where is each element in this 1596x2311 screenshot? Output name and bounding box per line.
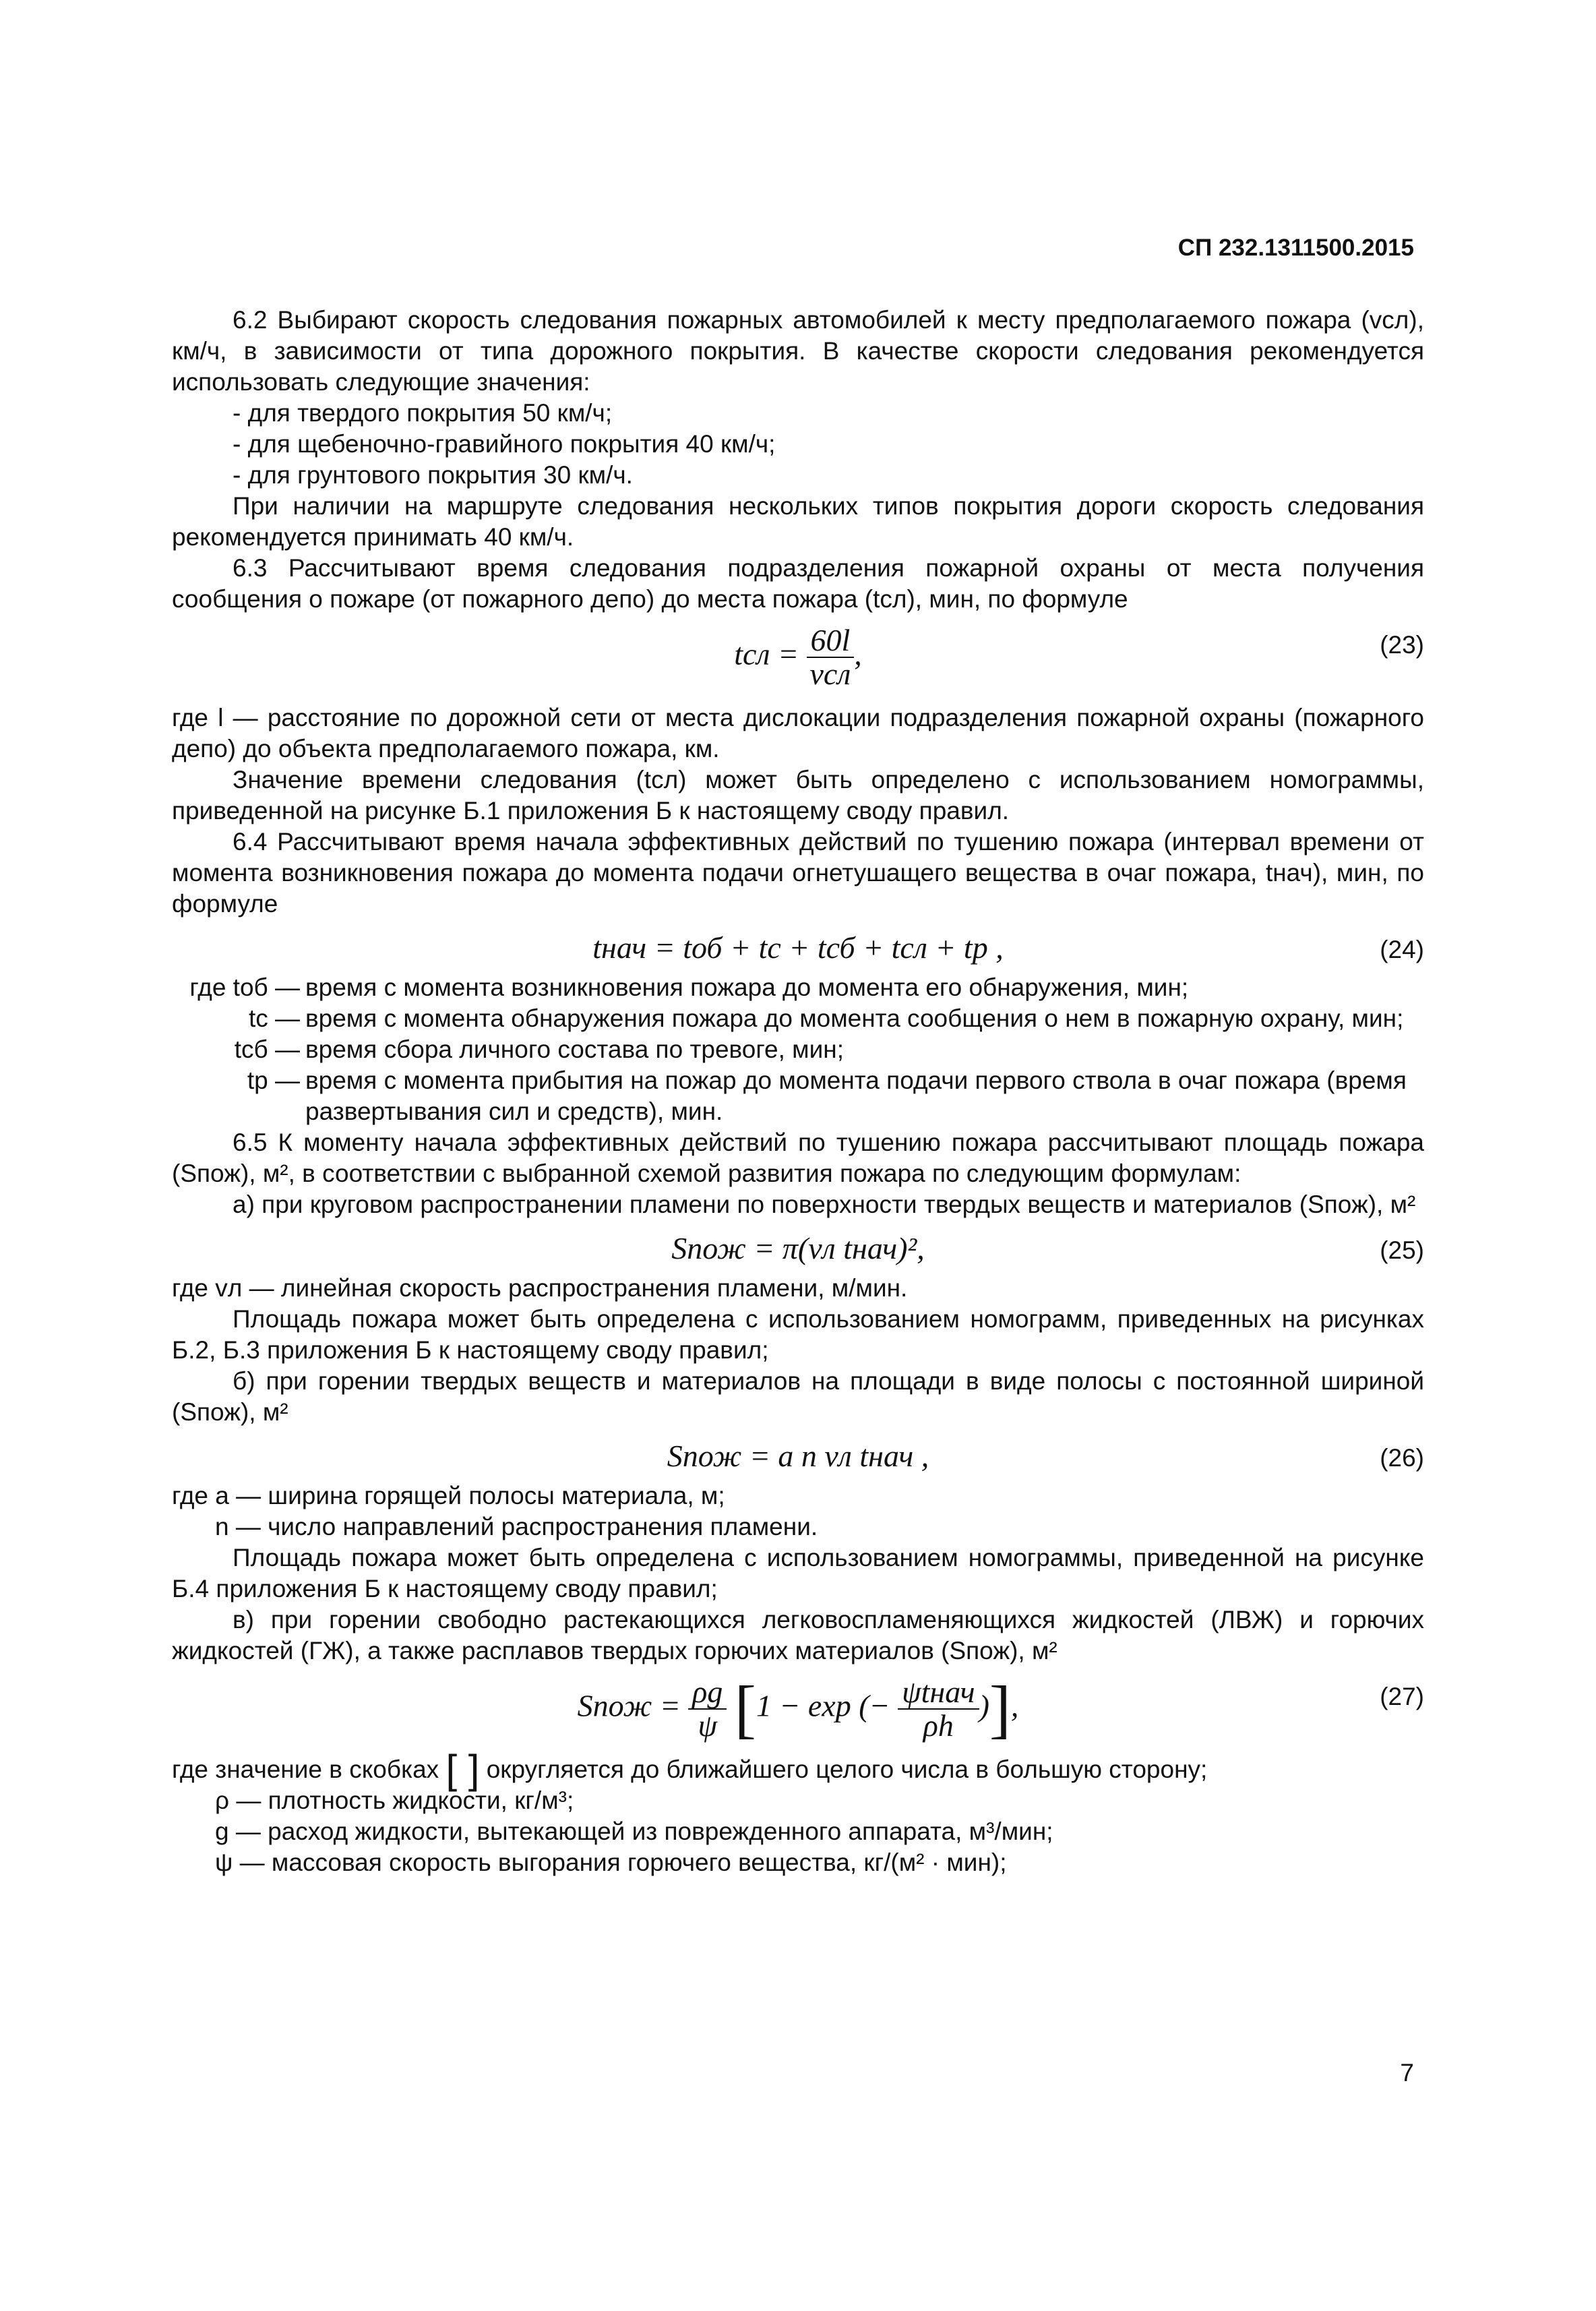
formula-27-fraction-2	[898, 1676, 979, 1742]
definition-text: время с момента прибытия на пожар до момента подачи первого ствола в очаг пожара (время развертывания сил и средств), мин.	[305, 1067, 1407, 1125]
formula-27-fraction-1-numerator: ρg	[688, 1676, 727, 1710]
formula-23-tail: ,	[854, 636, 862, 671]
definition-text: время с момента обнаружения пожара до момента сообщения о нем в пожарную охрану, мин;	[305, 1004, 1404, 1032]
formula-27-inner-tail: )	[979, 1688, 989, 1723]
list-item: - для щебеночно-гравийного покрытия 40 км/ч;	[233, 430, 776, 458]
formula-27-fraction-2-denominator: ρh	[923, 1708, 954, 1743]
para-6-5-a-note: Площадь пожара может быть определена с использованием номограмм, приведенных на рисунках Б.2, Б.3 приложения Б к настоящему своду правил;	[172, 1305, 1424, 1364]
para-6-5-a-where: где vл — линейная скорость распространения пламени, м/мин.	[172, 1274, 908, 1302]
para-6-2-note: При наличии на маршруте следования нескольких типов покрытия дороги скорость следования рекомендуется принимать 40 км/ч.	[172, 492, 1424, 551]
bracket-symbol: [ ]	[446, 1747, 480, 1792]
para-6-5-c-where-3: ψ — массовая скорость выгорания горючего вещества, кг/(м² · мин);	[215, 1849, 1007, 1876]
formula-27-fraction-2-numerator: ψtнач	[898, 1676, 979, 1710]
formula-23-number: (23)	[1380, 631, 1424, 659]
formula-27-open-bracket: [	[734, 1673, 756, 1745]
formula-24-definitions	[172, 972, 1424, 1127]
formula-25-expression: Sпож = π(vл tнач)²,	[671, 1231, 925, 1265]
where-text-end: округляется до ближайшего целого числа в большую сторону;	[486, 1755, 1208, 1783]
formula-27	[172, 1667, 1424, 1754]
definition-label: tр —	[247, 1067, 300, 1094]
list-item: - для грунтового покрытия 30 км/ч.	[233, 461, 633, 489]
formula-24-expression: tнач = tоб + tс + tсб + tсл + tр ,	[592, 930, 1004, 965]
formula-23-lhs: tсл =	[734, 636, 799, 671]
formula-26-expression: Sпож = a n vл tнач ,	[667, 1439, 929, 1473]
para-6-3-where: где l — расстояние по дорожной сети от места дислокации подразделения пожарной охраны (пожарного депо) до объекта предполагаемого пожара, км.	[172, 704, 1424, 762]
para-6-5-a: а) при круговом распространении пламени по поверхности твердых веществ и материалов (Sпож), м²	[233, 1191, 1416, 1218]
formula-27-lhs: Sпож =	[577, 1688, 681, 1723]
speed-list	[172, 398, 1424, 491]
list-item: - для твердого покрытия 50 км/ч;	[233, 399, 613, 427]
formula-23-fraction	[807, 624, 855, 690]
para-6-5-b-where-2: n — число направлений распространения пламени.	[215, 1513, 818, 1540]
para-6-5-c: в) при горении свободно растекающихся легковоспламеняющихся жидкостей (ЛВЖ) и горючих жидкостей (ГЖ), а также расплавов твердых горючих материалов (Sпож), м²	[172, 1606, 1424, 1664]
formula-23-numerator: 60l	[807, 624, 855, 658]
formula-27-number: (27)	[1380, 1683, 1424, 1710]
para-6-5-b-note: Площадь пожара может быть определена с использованием номограммы, приведенной на рисунке Б.4 приложения Б к настоящему своду правил;	[172, 1544, 1424, 1602]
formula-27-close-bracket: ]	[989, 1673, 1011, 1745]
formula-27-tail: ,	[1010, 1688, 1019, 1723]
para-6-3: 6.3 Рассчитывают время следования подразделения пожарной охраны от места получения сообщения о пожаре (от пожарного депо) до места пожара (tсл), мин, по формуле	[172, 554, 1424, 613]
definition-label: где tоб —	[189, 973, 300, 1001]
formula-25	[172, 1220, 1424, 1273]
para-6-5-c-where-2: g — расход жидкости, вытекающей из поврежденного аппарата, м³/мин;	[215, 1818, 1053, 1845]
para-6-5-c-where	[172, 1747, 1424, 1792]
formula-24	[172, 920, 1424, 972]
where-text-start: где значение в скобках	[172, 1755, 439, 1783]
formula-23-denominator: vсл	[809, 657, 851, 691]
formula-26-number: (26)	[1380, 1444, 1424, 1472]
para-6-5: 6.5 К моменту начала эффективных действий по тушению пожара рассчитывают площадь пожара (Sпож), м², в соответствии с выбранной схемой развития пожара по следующим формулам:	[172, 1129, 1424, 1187]
para-6-5-b-where-1: где a — ширина горящей полосы материала, м;	[172, 1482, 725, 1509]
para-6-3-note: Значение времени следования (tсл) может быть определено с использованием номограммы, приведенной на рисунке Б.1 приложения Б к настоящему своду правил.	[172, 766, 1424, 824]
formula-23	[172, 615, 1424, 702]
definition-text: время сбора личного состава по тревоге, мин;	[305, 1036, 845, 1063]
formula-24-number: (24)	[1380, 936, 1424, 963]
definition-label: tс —	[248, 1004, 300, 1032]
formula-27-fraction-1	[688, 1676, 727, 1742]
document-code: СП 232.1311500.2015	[1177, 235, 1414, 261]
page-number: 7	[1400, 2059, 1414, 2087]
para-6-2: 6.2 Выбирают скорость следования пожарных автомобилей к месту предполагаемого пожара (vсл), км/ч, в зависимости от типа дорожного покрытия. В качестве скорости следования рекомендуется использовать следующие значения:	[172, 306, 1424, 396]
definition-text: время с момента возникновения пожара до момента его обнаружения, мин;	[305, 973, 1189, 1001]
formula-26	[172, 1428, 1424, 1480]
para-6-5-b: б) при горении твердых веществ и материалов на площади в виде полосы с постоянной шириной (Sпож), м²	[172, 1367, 1424, 1426]
para-6-4: 6.4 Рассчитывают время начала эффективных действий по тушению пожара (интервал времени от момента возникновения пожара до момента подачи огнетушащего вещества в очаг пожара, tнач), мин, по формуле	[172, 828, 1424, 918]
formula-25-number: (25)	[1380, 1236, 1424, 1264]
document-body	[172, 305, 1424, 1878]
formula-27-inner-lead: 1 − exp (−	[756, 1688, 890, 1723]
para-6-5-c-where-1: ρ — плотность жидкости, кг/м³;	[215, 1787, 574, 1814]
formula-27-fraction-1-denominator: ψ	[698, 1708, 718, 1743]
definition-label: tсб —	[234, 1036, 300, 1063]
